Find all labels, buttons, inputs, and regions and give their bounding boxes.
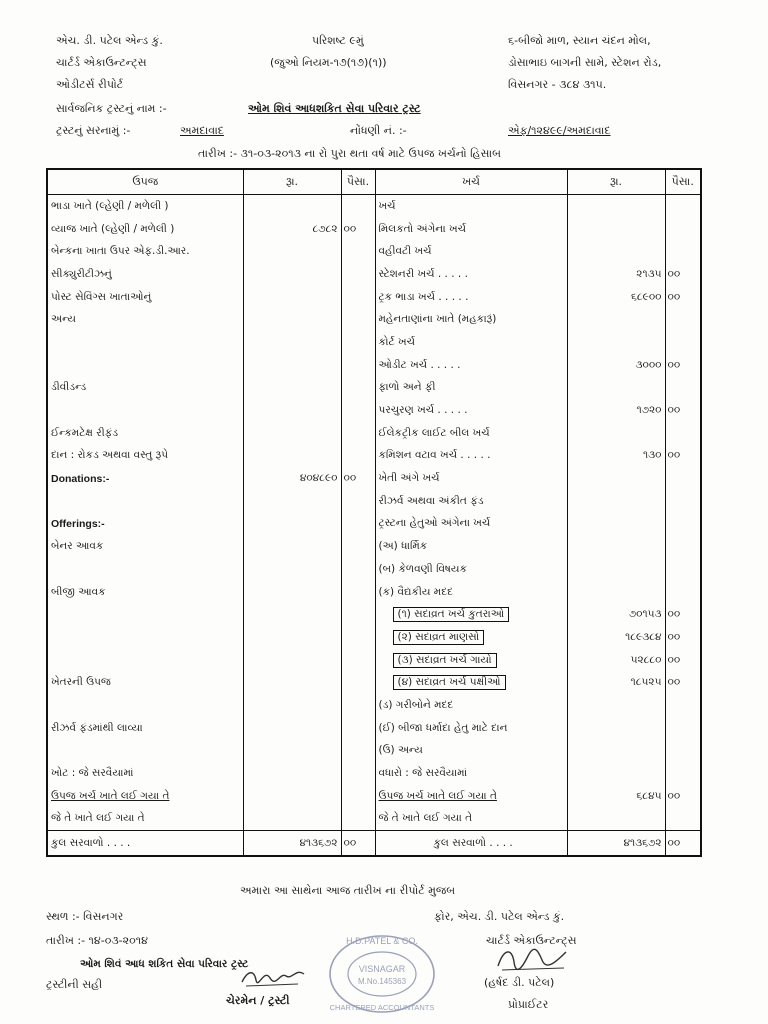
- income-paise: [341, 513, 375, 536]
- expense-item: ખેતી અંગે ખર્ચ: [375, 467, 567, 490]
- income-paise: [341, 490, 375, 513]
- income-rupees: [243, 422, 341, 445]
- income-item: [47, 331, 243, 354]
- expense-rupees: [567, 694, 665, 717]
- income-item: બેન્કના ખાતા ઉપર એફ.ડી.આર.: [47, 240, 243, 263]
- table-row: [47, 399, 701, 422]
- income-paise: [341, 808, 375, 831]
- expense-paise: [665, 694, 701, 717]
- income-paise: [341, 377, 375, 400]
- expense-paise: [665, 581, 701, 604]
- total-expense-rupees: ૪૧૩૬૭૨: [567, 831, 665, 857]
- table-row: [47, 308, 701, 331]
- income-paise: ૦૦: [341, 467, 375, 490]
- expense-paise: [665, 808, 701, 831]
- income-paise: [341, 740, 375, 763]
- expense-paise: [665, 422, 701, 445]
- income-paise: [341, 558, 375, 581]
- header-expense-paise: પૈસા.: [665, 169, 701, 195]
- income-rupees: [243, 740, 341, 763]
- expense-item: જે તે ખાતે લઈ ગયા તે: [375, 808, 567, 831]
- income-rupees: [243, 717, 341, 740]
- income-paise: [341, 581, 375, 604]
- report-note: અમારા આ સાથેના આજ તારીખ ના રીપોર્ટ મુજબ: [240, 884, 456, 897]
- table-row: [47, 422, 701, 445]
- table-row: [47, 558, 701, 581]
- income-rupees: [243, 377, 341, 400]
- income-rupees: [243, 331, 341, 354]
- table-row: [47, 785, 701, 808]
- expense-rupees: [567, 762, 665, 785]
- registration-number: એફ/૧૨૪૯૯/અમદાવાદ: [508, 124, 611, 137]
- income-item: [47, 558, 243, 581]
- expense-rupees: ૬૮૯૦૦: [567, 286, 665, 309]
- expense-rupees: [567, 467, 665, 490]
- trust-address-label: ટ્રસ્ટનું સરનામું :-: [56, 124, 131, 137]
- income-rupees: [243, 671, 341, 694]
- income-item: [47, 399, 243, 422]
- seal-top-text: H.D.PATEL & CO.: [346, 936, 418, 946]
- expense-rupees: ૨૧૩૫: [567, 263, 665, 286]
- header-expense: ખર્ચ: [375, 169, 567, 195]
- expense-paise: ૦૦: [665, 286, 701, 309]
- income-paise: [341, 354, 375, 377]
- income-item: સીક્યુરીટીઝનું: [47, 263, 243, 286]
- table-row: [47, 195, 701, 218]
- income-item: ડીવીડન્ડ: [47, 377, 243, 400]
- income-paise: [341, 240, 375, 263]
- income-item: Offerings:-: [47, 513, 243, 536]
- expense-paise: [665, 717, 701, 740]
- expense-rupees: [567, 240, 665, 263]
- table-row: [47, 263, 701, 286]
- expense-item: [375, 626, 567, 649]
- table-row: [47, 649, 701, 672]
- expense-paise: [665, 467, 701, 490]
- expense-rupees: ૫૨૮૮૦: [567, 649, 665, 672]
- income-item: [47, 649, 243, 672]
- income-item: ખોટ : જે સરવૈયામાં: [47, 762, 243, 785]
- expense-item-label: (૩) સદાવ્રત ખર્ચ ગાયો: [393, 653, 497, 668]
- expense-paise: [665, 377, 701, 400]
- income-rupees: [243, 399, 341, 422]
- expense-item: [375, 671, 567, 694]
- income-item: [47, 740, 243, 763]
- income-paise: [341, 308, 375, 331]
- income-paise: [341, 263, 375, 286]
- firm-role: ચાર્ટર્ડ એકાઉન્ટન્ટ્સ: [56, 56, 147, 69]
- income-rupees: [243, 445, 341, 468]
- income-rupees: [243, 808, 341, 831]
- partner-name: (હર્ષદ ડી. પટેલ): [484, 976, 555, 989]
- registration-label: નોંધણી નં. :-: [350, 124, 407, 137]
- expense-rupees: [567, 717, 665, 740]
- expense-item: (ડ) ગરીબોને મદદ: [375, 694, 567, 717]
- total-expense-label: કુલ સરવાળો . . . .: [375, 831, 567, 857]
- trust-name-label: સાર્વજનિક ટ્રસ્ટનું નામ :-: [56, 102, 167, 115]
- table-row: [47, 603, 701, 626]
- statement-title: તારીખ :- ૩૧-૦૩-૨૦૧૩ ના રો પુરા થતા વર્ષ માટે ઉપજ ખર્ચનો હિસાબ: [198, 147, 501, 160]
- table-row: [47, 445, 701, 468]
- expense-rupees: [567, 558, 665, 581]
- table-header-row: [47, 169, 701, 195]
- expense-paise: [665, 740, 701, 763]
- expense-rupees: [567, 513, 665, 536]
- address-line-1: ૬-બીજો માળ, સ્યાન ચંદન મોલ,: [508, 34, 651, 47]
- income-paise: [341, 445, 375, 468]
- income-paise: [341, 195, 375, 218]
- income-rupees: [243, 603, 341, 626]
- for-firm: ફોર, એચ. ડી. પટેલ એન્ડ કું.: [434, 910, 565, 923]
- expense-item: વહીવટી ખર્ચ: [375, 240, 567, 263]
- income-expense-table: [46, 168, 702, 857]
- address-line-3: વિસનગર - ૩૮૪ ૩૧૫.: [508, 78, 607, 91]
- table-row: [47, 762, 701, 785]
- expense-paise: [665, 558, 701, 581]
- expense-paise: ૦૦: [665, 354, 701, 377]
- expense-item: સ્ટેશનરી ખર્ચ . . . . .: [375, 263, 567, 286]
- firm-name: એચ. ડી. પટેલ એન્ડ કું.: [56, 34, 163, 47]
- expense-paise: [665, 513, 701, 536]
- expense-item: (ઈ) બીજા ધર્માદા હેતુ માટે દાન: [375, 717, 567, 740]
- total-row: [47, 831, 701, 857]
- income-item: [47, 603, 243, 626]
- income-item: ભાડા ખાતે (લ્હેણી / મળેલી ): [47, 195, 243, 218]
- table-row: [47, 581, 701, 604]
- ca-seal: [312, 928, 452, 1016]
- income-paise: [341, 399, 375, 422]
- table-row: [47, 240, 701, 263]
- schedule-rule: (જુઓ નિયમ-૧૭(૧૭)(૧)): [270, 56, 387, 69]
- footer-firm-role: ચાર્ટર્ડ એકાઉન્ટન્ટ્સ: [486, 934, 577, 947]
- expense-rupees: [567, 422, 665, 445]
- table-row: [47, 671, 701, 694]
- total-income-label: કુલ સરવાળો . . . .: [47, 831, 243, 857]
- income-item: પોસ્ટ સેવિંગ્સ ખાતાઓનું: [47, 286, 243, 309]
- expense-rupees: [567, 331, 665, 354]
- expense-rupees: ૩૦૦૦: [567, 354, 665, 377]
- expense-rupees: ૭૦૧૫૩: [567, 603, 665, 626]
- income-rupees: [243, 558, 341, 581]
- seal-mid-text: VISNAGAR: [358, 964, 406, 974]
- income-paise: [341, 762, 375, 785]
- expense-rupees: [567, 195, 665, 218]
- income-item: વ્યાજ ખાતે (લ્હેણી / મળેલી ): [47, 218, 243, 241]
- income-item: Donations:-: [47, 467, 243, 490]
- expense-item-label: (૨) સદાવ્રત માણસો: [393, 630, 485, 645]
- seal-number-text: M.No.145363: [357, 977, 407, 986]
- income-paise: [341, 422, 375, 445]
- income-item: રીઝર્વ ફંડમાંથી લાવ્યા: [47, 717, 243, 740]
- expense-paise: [665, 490, 701, 513]
- expense-paise: ૦૦: [665, 445, 701, 468]
- income-paise: [341, 694, 375, 717]
- expense-paise: ૦૦: [665, 263, 701, 286]
- expense-item: ટ્રસ્ટના હેતુઓ અંગેના ખર્ચ: [375, 513, 567, 536]
- expense-item: મિલકતો અંગેના ખર્ચ: [375, 218, 567, 241]
- header-expense-rupees: રૂા.: [567, 169, 665, 195]
- income-item: દાન : રોકડ અથવા વસ્તુ રૂપે: [47, 445, 243, 468]
- expense-item: (ક) વૈદ્યકીય મદદ: [375, 581, 567, 604]
- income-item: અન્ય: [47, 308, 243, 331]
- seal-bottom-text: CHARTERED ACCOUNTANTS: [329, 1003, 435, 1012]
- income-rupees: [243, 513, 341, 536]
- expense-paise: [665, 240, 701, 263]
- income-paise: [341, 331, 375, 354]
- expense-paise: [665, 218, 701, 241]
- expense-item: ખર્ચ: [375, 195, 567, 218]
- expense-paise: ૦૦: [665, 649, 701, 672]
- income-paise: [341, 649, 375, 672]
- expense-paise: ૦૦: [665, 785, 701, 808]
- chairman-label: ચેરમેન / ટ્રસ્ટી: [226, 994, 290, 1007]
- partner-signature: [492, 944, 572, 976]
- income-paise: [341, 717, 375, 740]
- income-item: [47, 694, 243, 717]
- income-paise: [341, 785, 375, 808]
- expense-item: (ઉ) અન્ય: [375, 740, 567, 763]
- income-item: બેનર આવક: [47, 535, 243, 558]
- expense-rupees: [567, 581, 665, 604]
- income-rupees: ૮૭૮૨: [243, 218, 341, 241]
- total-income-paise: ૦૦: [341, 831, 375, 857]
- trustee-signature-label: ટ્રસ્ટીની સહી: [46, 978, 103, 991]
- expense-item: ઓડીટ ખર્ચ . . . . .: [375, 354, 567, 377]
- table-row: [47, 808, 701, 831]
- income-paise: [341, 671, 375, 694]
- income-item: [47, 626, 243, 649]
- expense-paise: ૦૦: [665, 671, 701, 694]
- table-row: [47, 218, 701, 241]
- expense-rupees: [567, 308, 665, 331]
- table-row: [47, 467, 701, 490]
- expense-rupees: ૬૮૪૫: [567, 785, 665, 808]
- expense-paise: ૦૦: [665, 399, 701, 422]
- schedule-title: પરિશષ્ટ ૯મું: [312, 34, 364, 47]
- expense-item: કમિશન વટાવ ખર્ચ . . . . .: [375, 445, 567, 468]
- income-paise: ૦૦: [341, 218, 375, 241]
- income-rupees: [243, 535, 341, 558]
- expense-item: [375, 603, 567, 626]
- expense-rupees: ૧૭૨૦: [567, 399, 665, 422]
- expense-paise: [665, 331, 701, 354]
- income-rupees: [243, 490, 341, 513]
- income-rupees: [243, 286, 341, 309]
- expense-paise: ૦૦: [665, 626, 701, 649]
- income-rupees: [243, 626, 341, 649]
- table-row: [47, 694, 701, 717]
- expense-rupees: [567, 740, 665, 763]
- expense-item: પરચુરણ ખર્ચ . . . . .: [375, 399, 567, 422]
- expense-item-label: (૪) સદાવ્રત ખર્ચ પક્ષીઓ: [393, 675, 506, 690]
- trust-name: ઓમ શિવં આધશકિત સેવા પરિવાર ટ્રસ્ટ: [248, 102, 421, 115]
- trust-stamp-text: ઓમ શિવં આધ શકિત સેવા પરિવાર ટ્રસ્ટ: [80, 958, 249, 970]
- income-paise: [341, 286, 375, 309]
- income-paise: [341, 626, 375, 649]
- header-income-rupees: રૂા.: [243, 169, 341, 195]
- income-item: ઈન્કમટેક્ષ રીફંડ: [47, 422, 243, 445]
- trust-address: અમદાવાદ: [180, 124, 224, 137]
- expense-rupees: [567, 808, 665, 831]
- table-row: [47, 354, 701, 377]
- expense-paise: [665, 195, 701, 218]
- expense-rupees: [567, 535, 665, 558]
- expense-item: રીઝર્વ અથવા અંકીત ફંડ: [375, 490, 567, 513]
- table-row: [47, 286, 701, 309]
- income-rupees: [243, 649, 341, 672]
- income-rupees: [243, 694, 341, 717]
- table-row: [47, 331, 701, 354]
- table-row: [47, 626, 701, 649]
- report-title: ઓડીટર્સ રીપોર્ટ: [56, 78, 124, 91]
- income-rupees: ૪૦૪૮૯૦: [243, 467, 341, 490]
- date: તારીખ :- ૧૪-૦૩-૨૦૧૪: [46, 934, 148, 947]
- income-paise: [341, 535, 375, 558]
- total-expense-paise: ૦૦: [665, 831, 701, 857]
- expense-paise: [665, 762, 701, 785]
- income-rupees: [243, 762, 341, 785]
- income-item: જે તે ખાતે લઈ ગયા તે: [47, 808, 243, 831]
- expense-item: ઈલેકટ્રીક લાઈટ બીલ ખર્ચ: [375, 422, 567, 445]
- expense-rupees: ૧૮૯૩૮૪: [567, 626, 665, 649]
- expense-rupees: ૧૮૫૨૫: [567, 671, 665, 694]
- expense-paise: [665, 308, 701, 331]
- table-row: [47, 535, 701, 558]
- income-item: ખેતરની ઉપજ: [47, 671, 243, 694]
- income-item: [47, 490, 243, 513]
- table-row: [47, 377, 701, 400]
- income-paise: [341, 603, 375, 626]
- expense-item: ટ્રક ભાડા ખર્ચ . . . . .: [375, 286, 567, 309]
- income-rupees: [243, 308, 341, 331]
- income-rupees: [243, 581, 341, 604]
- income-rupees: [243, 195, 341, 218]
- expense-item-label: (૧) સદાવ્રત ખર્ચ કુતરાઓ: [393, 607, 510, 622]
- expense-item: ફાળો અને ફી: [375, 377, 567, 400]
- address-line-2: ડોસાભાઇ બાગની સામે, સ્ટેશન રોડ,: [508, 56, 662, 69]
- income-item: [47, 354, 243, 377]
- expense-item: મહેનતાણાંના ખાતે (મહકારૂં): [375, 308, 567, 331]
- expense-item: (બ) કેળવણી વિષયક: [375, 558, 567, 581]
- expense-rupees: [567, 218, 665, 241]
- place: સ્થળ :- વિસનગર: [46, 910, 124, 923]
- expense-rupees: [567, 490, 665, 513]
- expense-item: ઉપજ ખર્ચ ખાતે લઈ ગયા તે: [375, 785, 567, 808]
- header-income: ઉપજ: [47, 169, 243, 195]
- table-row: [47, 513, 701, 536]
- income-rupees: [243, 240, 341, 263]
- income-rupees: [243, 354, 341, 377]
- expense-paise: ૦૦: [665, 603, 701, 626]
- expense-item: કોર્ટ ખર્ચ: [375, 331, 567, 354]
- expense-rupees: [567, 377, 665, 400]
- total-income-rupees: ૪૧૩૬૭૨: [243, 831, 341, 857]
- income-rupees: [243, 263, 341, 286]
- income-rupees: [243, 785, 341, 808]
- table-row: [47, 717, 701, 740]
- expense-item: [375, 649, 567, 672]
- expense-item: (અ) ધાર્મિક: [375, 535, 567, 558]
- proprietor-label: પ્રોપ્રાઈટર: [508, 998, 549, 1011]
- income-item: ઉપજ ખર્ચ ખાતે લઈ ગયા તે: [47, 785, 243, 808]
- expense-rupees: ૧૩૦: [567, 445, 665, 468]
- expense-item: વધારો : જે સરવૈયામાં: [375, 762, 567, 785]
- table-row: [47, 490, 701, 513]
- table-row: [47, 740, 701, 763]
- expense-paise: [665, 535, 701, 558]
- income-item: બીજી આવક: [47, 581, 243, 604]
- header-income-paise: પૈસા.: [341, 169, 375, 195]
- chairman-signature: [238, 962, 308, 992]
